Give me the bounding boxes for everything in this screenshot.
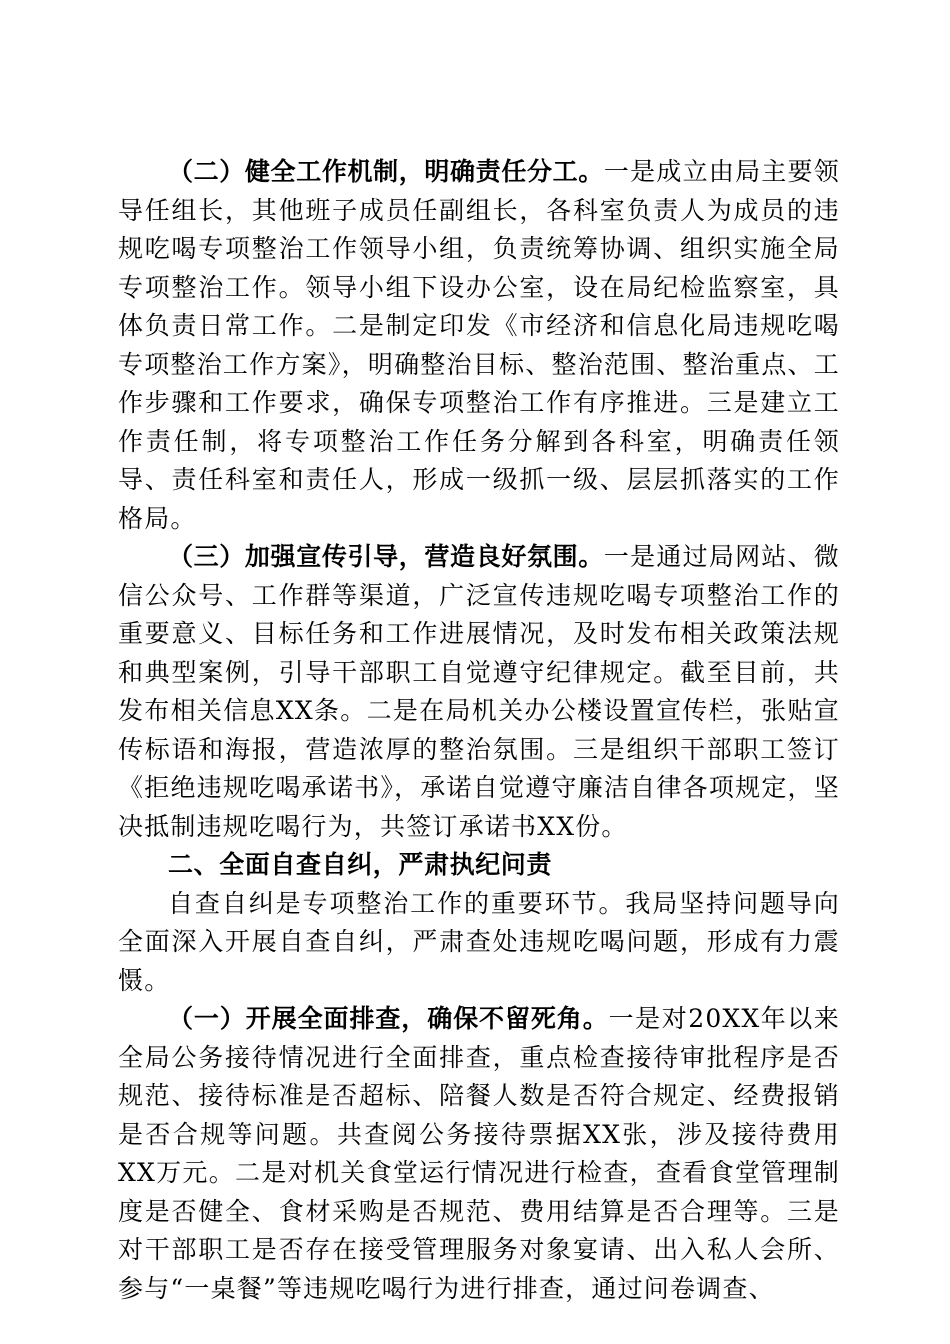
paragraph-body-publicity: 一是通过局网站、微信公众号、工作群等渠道，广泛宣传违规吃喝专项整治工作的重要意义、目标任务和工作进展情况，及时发布相关政策法规和典型案例，引导干部职工自觉遵守纪律规定。截至目前，共发布相关信息XX条。二是在局机关办公楼设置宣传栏，张贴宣传标语和海报，营造浓厚的整治氛围。三是组织干部职工签订《拒绝违规吃喝承诺书》，承诺自觉遵守廉洁自律各项规定，坚决抵制违规吃喝行为，共签订承诺书XX份。 [118, 542, 840, 841]
document-page [118, 153, 840, 1308]
paragraph-body-self-inspection-intro: 自查自纠是专项整治工作的重要环节。我局坚持问题导向全面深入开展自查自纠，严肃查处违规吃喝问题，形成有力震慑。 [118, 888, 840, 995]
paragraph-mechanism [118, 153, 840, 538]
paragraph-inspection [118, 1000, 840, 1308]
paragraph-body-inspection: 一是对20XX年以来全局公务接待情况进行全面排查，重点检查接待审批程序是否规范、接待标准是否超标、陪餐人数是否符合规定、经费报销是否合规等问题。共查阅公务接待票据XX张，涉及接待费用XX万元。二是对机关食堂运行情况进行检查，查看食堂管理制度是否健全、食材采购是否规范、费用结算是否合理等。三是对干部职工是否存在接受管理服务对象宴请、出入私人会所、参与“一桌餐”等违规吃喝行为进行排查，通过问卷调查、 [118, 1004, 840, 1303]
paragraph-body-mechanism: 一是成立由局主要领导任组长，其他班子成员任副组长，各科室负责人为成员的违规吃喝专项整治工作领导小组，负责统筹协调、组织实施全局专项整治工作。领导小组下设办公室，设在局纪检监察室，具体负责日常工作。二是制定印发《市经济和信息化局违规吃喝专项整治工作方案》，明确整治目标、整治范围、整治重点、工作步骤和工作要求，确保专项整治工作有序推进。三是建立工作责任制，将专项整治工作任务分解到各科室，明确责任领导、责任科室和责任人，形成一级抓一级、层层抓落实的工作格局。 [118, 157, 840, 533]
section-heading-self-inspection: 二、全面自查自纠，严肃执纪问责 [168, 850, 553, 879]
paragraph-lead-mechanism: （二）健全工作机制，明确责任分工。 [168, 157, 604, 186]
paragraph-lead-inspection: （一）开展全面排查，确保不留死角。 [168, 1004, 609, 1033]
paragraph-self-inspection-intro [118, 885, 840, 1001]
paragraph-lead-publicity: （三）加强宣传引导，营造良好氛围。 [168, 542, 604, 571]
paragraph-publicity [118, 538, 840, 846]
